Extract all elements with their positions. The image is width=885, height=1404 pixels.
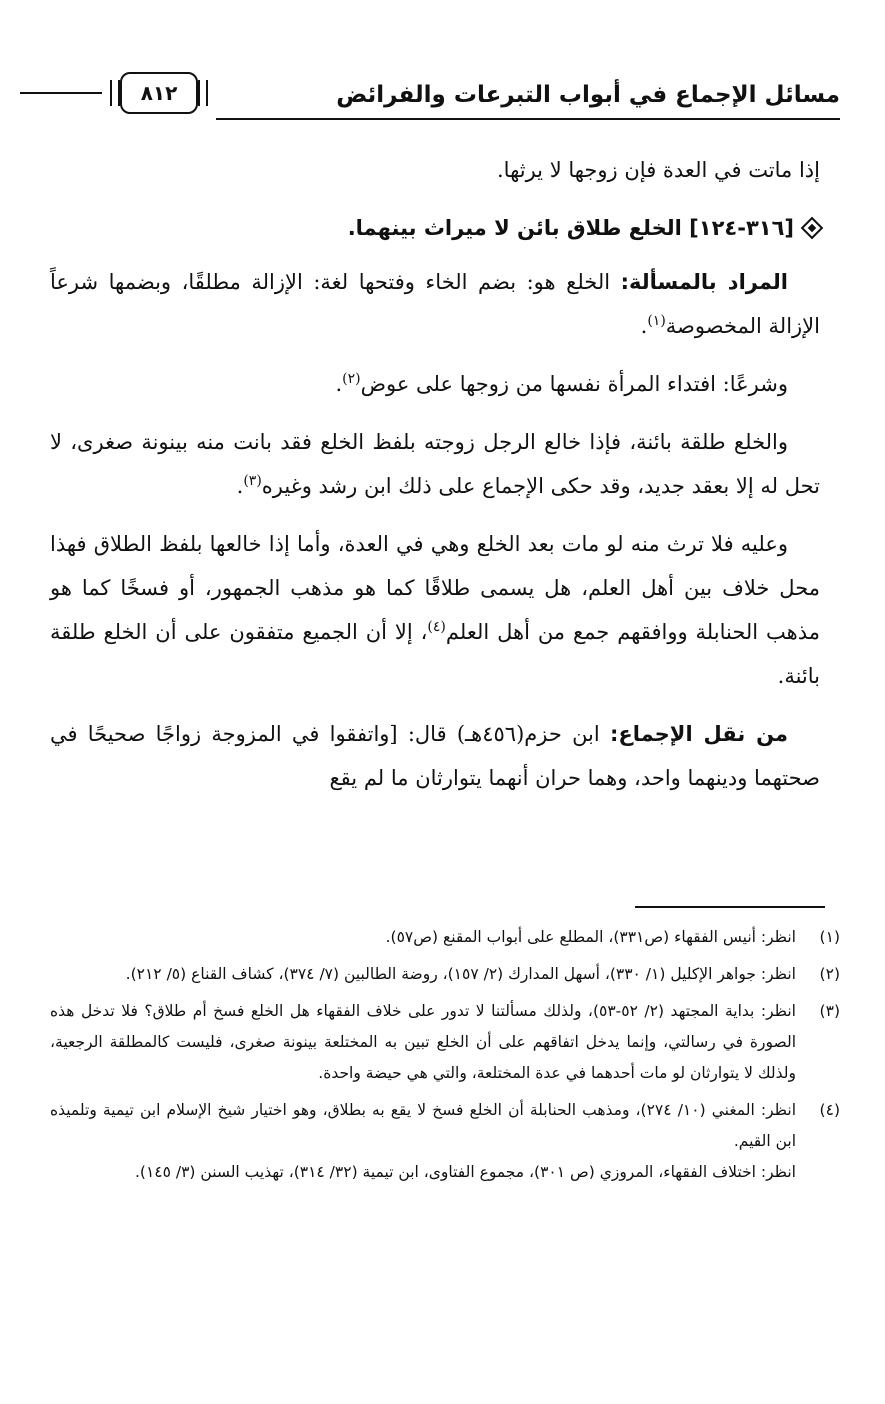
consensus-text: ابن حزم(٤٥٦هـ) قال: [واتفقوا في المزوجة زواجًا صحيحًا في صحتهما ودينهما واحد، وهما حران أنهما يتوارثان ما لم يقع	[50, 722, 820, 790]
page-number-frame	[120, 72, 198, 114]
footnote-3	[50, 996, 840, 1089]
footnote-ref-3[interactable]: (٣)	[243, 473, 262, 489]
consensus-lead: من نقل الإجماع:	[609, 722, 788, 746]
footnotes	[50, 922, 840, 1194]
footnote-separator	[635, 906, 825, 908]
footnote-text: انظر: أنيس الفقهاء (ص٣٣١)، المطلع على أبواب المقنع (ص٥٧).	[385, 928, 796, 946]
intro-paragraph	[50, 148, 820, 192]
paragraph-shari-definition	[50, 362, 820, 406]
page-number: ٨١٢	[140, 81, 178, 105]
running-title: مسائل الإجماع في أبواب التبرعات والفرائض	[336, 82, 840, 108]
footnote-4	[50, 1095, 840, 1188]
diamond-bullet-icon	[801, 217, 824, 240]
shari-definition-text: وشرعًا: افتداء المرأة نفسها من زوجها على عوض	[360, 372, 788, 396]
inheritance-end: ، إلا أن الجميع متفقون على أن الخلع طلقة بائنة.	[50, 620, 820, 688]
footnote-number: (١)	[819, 928, 840, 946]
definition-text: الخلع هو: بضم الخاء وفتحها لغة: الإزالة مطلقًا، وبضمها شرعاً الإزالة المخصوصة	[50, 270, 820, 338]
footnote-text-part1: انظر: المغني (١٠/ ٢٧٤)، ومذهب الحنابلة أن الخلع فسخ لا يقع به بطلاق، وهو اختيار شيخ الإسلام ابن تيمية وتلميذه ابن القيم.	[50, 1101, 796, 1150]
header-rule-left	[20, 92, 102, 94]
footnote-ref-2[interactable]: (٢)	[342, 371, 361, 387]
footnote-2	[50, 959, 840, 990]
paragraph-consensus	[50, 712, 820, 800]
definition-end: .	[640, 314, 648, 338]
footnote-text	[50, 1095, 796, 1188]
definition-lead: المراد بالمسألة:	[620, 270, 788, 294]
khul-ruling-end: .	[236, 474, 244, 498]
footnote-ref-4[interactable]: (٤)	[427, 619, 446, 635]
footnote-text: انظر: بداية المجتهد (٢/ ٥٢-٥٣)، ولذلك مسألتنا لا تدور على خلاف الفقهاء هل الخلع فسخ أم طلاق؟ فلا تدخل هذه الصورة في رسالتي، وإنما يدخل اتفاقهم على أن الخلع تبين به المختلعة بينونة صغرى، فليست كالمطلقة الرجعية، ولذلك لا يتوارثان لو مات أحدهما في عدة المختلعة، والتي هي حيضة واحدة.	[50, 1002, 796, 1082]
inheritance-text: وعليه فلا ترث منه لو مات بعد الخلع وهي في العدة، وأما إذا خالعها بلفظ الطلاق فهذا محل خلاف بين أهل العلم، هل يسمى طلاقًا كما هو مذهب الجمهور، أو فسخًا كما هو مذهب الحنابلة ووافقهم جمع من أهل العلم	[50, 532, 820, 644]
paragraph-khul-ruling	[50, 420, 820, 508]
shari-definition-end: .	[335, 372, 343, 396]
page-header	[20, 70, 840, 130]
issue-heading-text: [٣١٦-١٢٤] الخلع طلاق بائن لا ميراث بينهما.	[347, 216, 794, 240]
main-text	[50, 148, 820, 814]
footnote-text: انظر: جواهر الإكليل (١/ ٣٣٠)، أسهل المدارك (٢/ ١٥٧)، روضة الطالبين (٧/ ٣٧٤)، كشاف القناع (٥/ ٢١٢).	[125, 965, 796, 983]
paragraph-definition	[50, 260, 820, 348]
paragraph-inheritance	[50, 522, 820, 698]
issue-heading	[50, 206, 820, 250]
footnote-text-part2: انظر: اختلاف الفقهاء، المروزي (ص ٣٠١)، مجموع الفتاوى، ابن تيمية (٣٢/ ٣١٤)، تهذيب السنن (٣/ ١٤٥).	[134, 1163, 796, 1181]
header-rule	[216, 118, 840, 120]
intro-text: إذا ماتت في العدة فإن زوجها لا يرثها.	[497, 158, 820, 182]
footnote-number: (٣)	[819, 1002, 840, 1020]
footnote-1	[50, 922, 840, 953]
footnote-number: (٢)	[819, 965, 840, 983]
footnote-ref-1[interactable]: (١)	[647, 313, 666, 329]
khul-ruling-text: والخلع طلقة بائنة، فإذا خالع الرجل زوجته بلفظ الخلع فقد بانت منه بينونة صغرى، لا تحل له إلا بعقد جديد، وقد حكى الإجماع على ذلك ابن رشد وغيره	[50, 430, 820, 498]
footnote-number: (٤)	[819, 1101, 840, 1119]
